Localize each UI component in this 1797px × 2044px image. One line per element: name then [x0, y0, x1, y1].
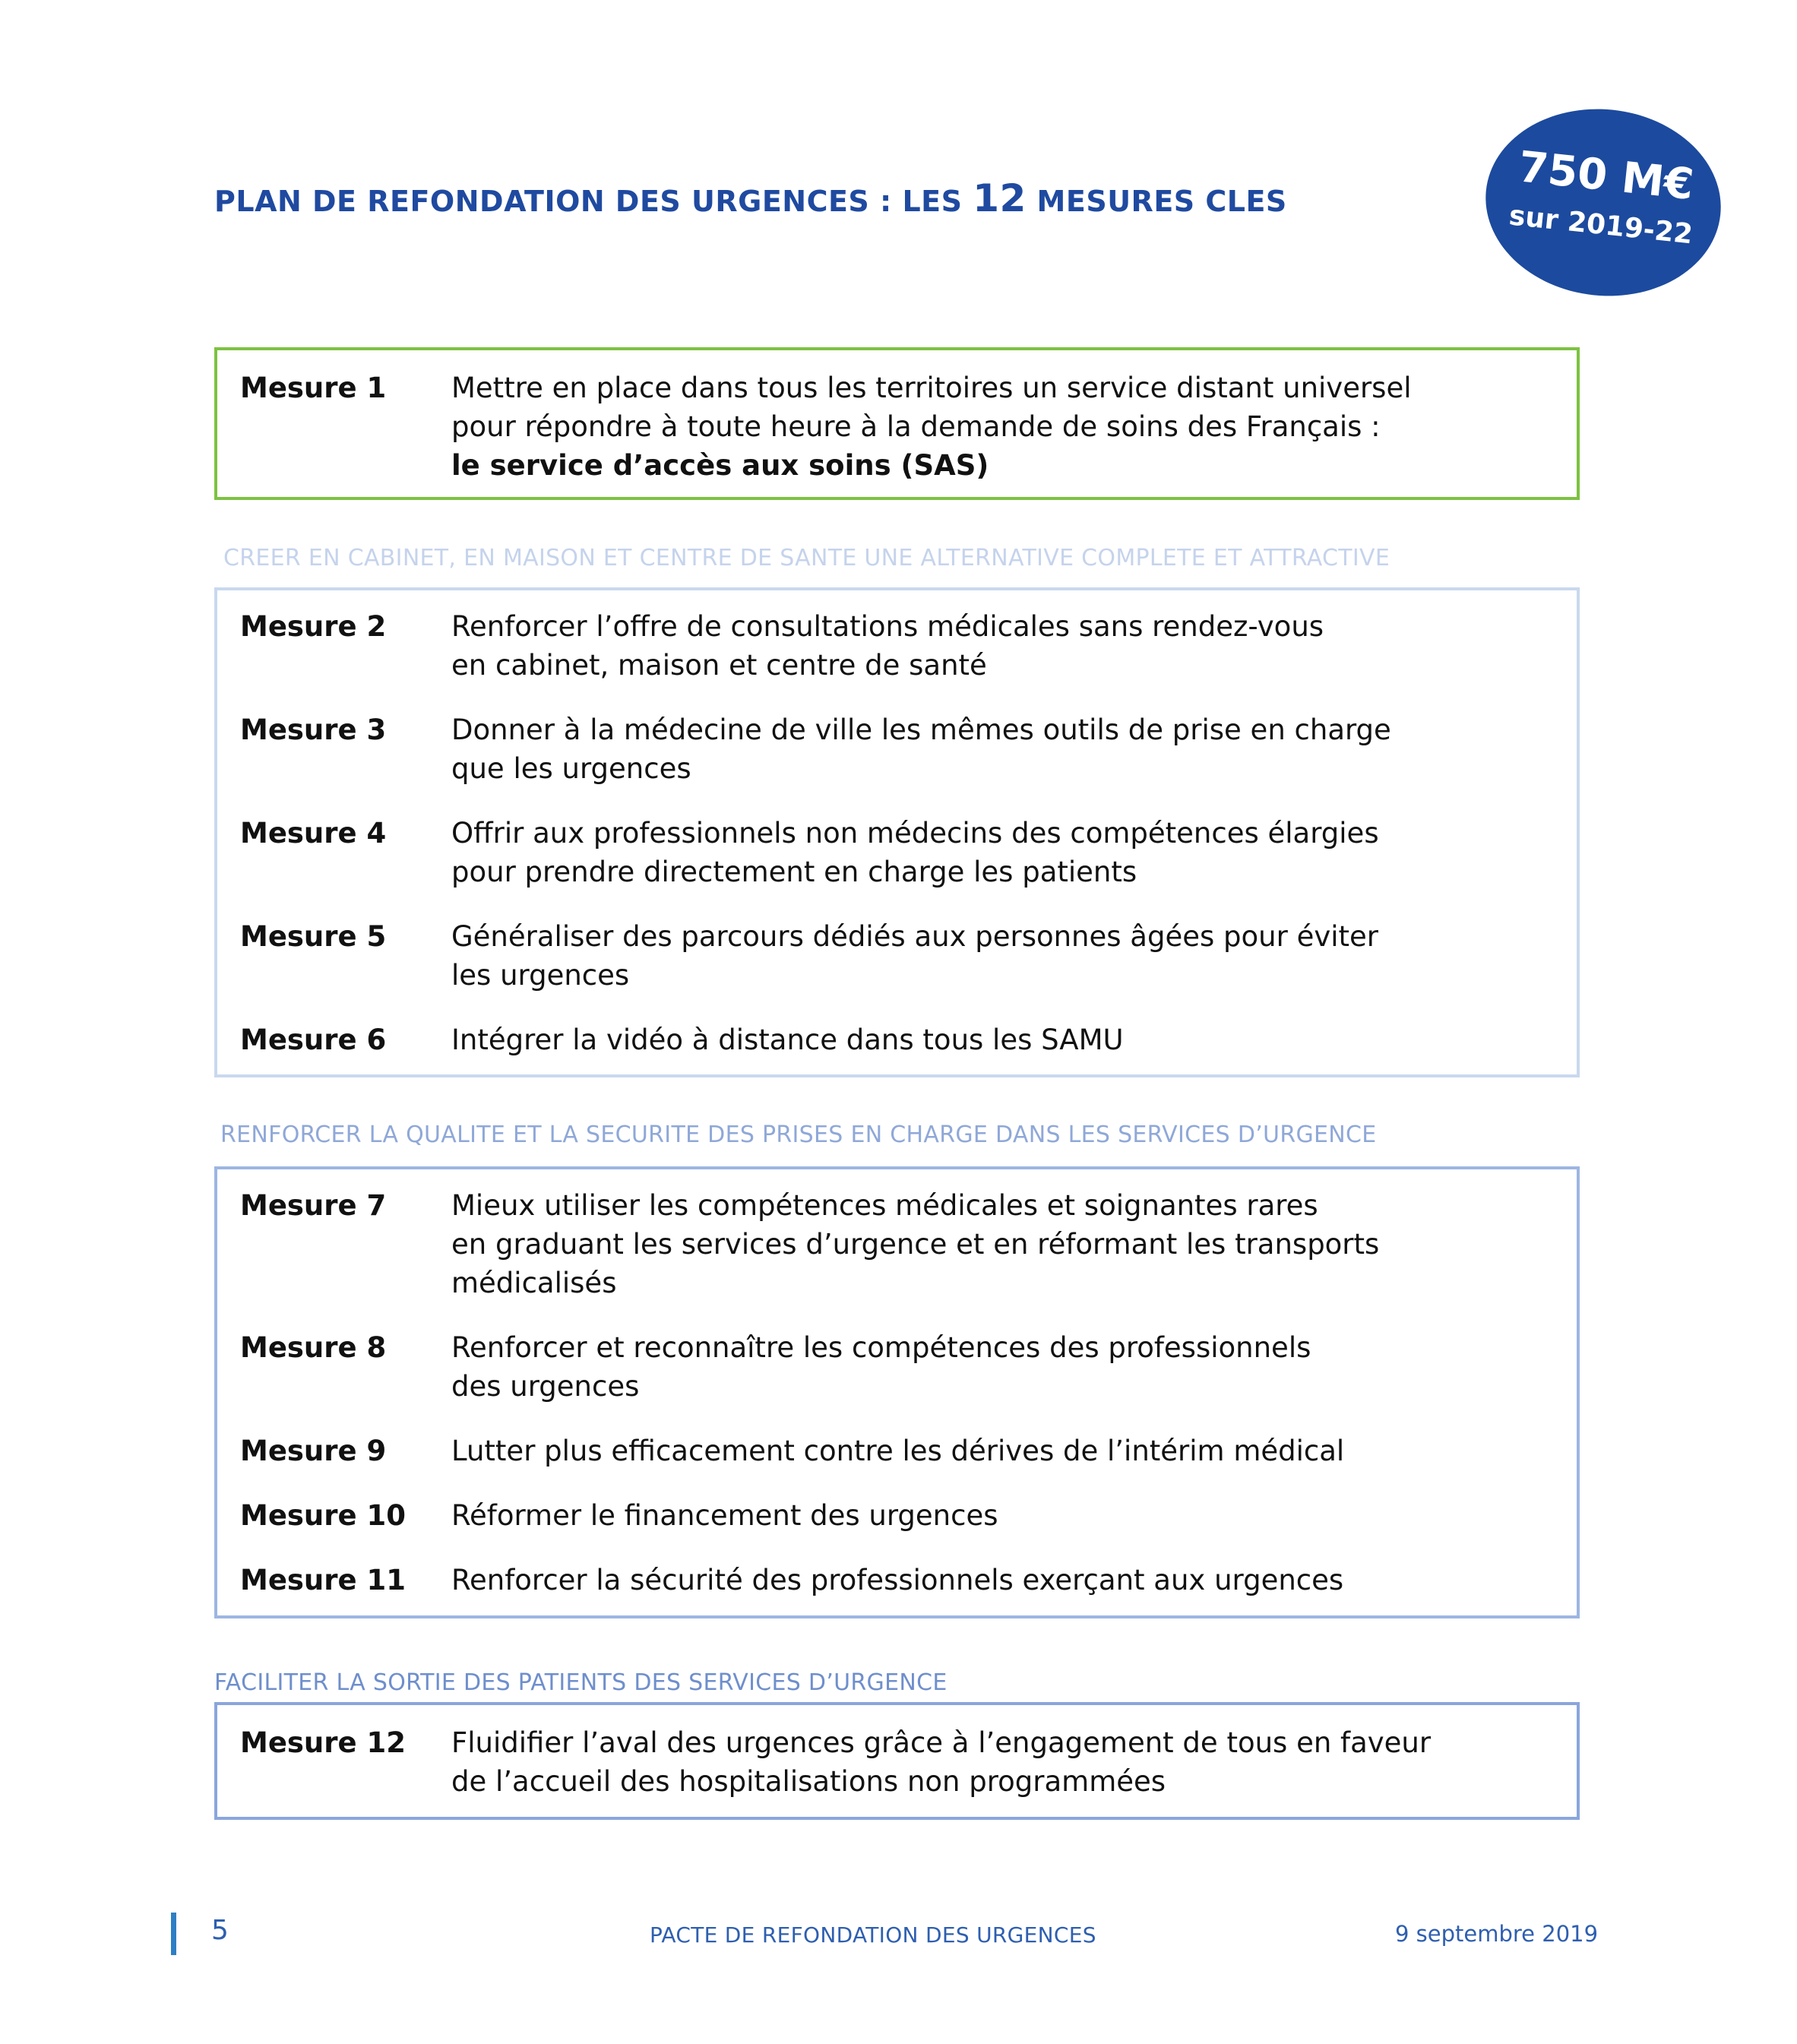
measure-1-box	[214, 347, 1580, 500]
measure-label: Mesure 11	[240, 1564, 406, 1596]
measure-label: Mesure 7	[240, 1189, 387, 1222]
measure-text	[451, 1432, 1554, 1470]
measure-line: en cabinet, maison et centre de santé	[451, 649, 987, 682]
measure-line: Offrir aux professionnels non médecins des compétences élargies	[451, 817, 1379, 850]
measure-text	[451, 1186, 1554, 1302]
measure-line: que les urgences	[451, 752, 691, 785]
section-1-box	[214, 587, 1580, 1077]
measure-label: Mesure 2	[240, 610, 387, 643]
section-2-box	[214, 1166, 1580, 1618]
measure-line: Fluidifier l’aval des urgences grâce à l’engagement de tous en faveur	[451, 1726, 1432, 1759]
measure-label: Mesure 9	[240, 1435, 387, 1467]
measure-label: Mesure 6	[240, 1024, 387, 1056]
measure-label: Mesure 12	[240, 1726, 406, 1759]
measure-text	[451, 710, 1554, 788]
measure-text	[451, 1723, 1554, 1801]
budget-amount: 750 M€	[1516, 142, 1696, 210]
measure-line: pour répondre à toute heure à la demande de soins des Français :	[451, 410, 1381, 443]
measure-text	[451, 1561, 1554, 1599]
measure-line: Renforcer la sécurité des professionnels exerçant aux urgences	[451, 1564, 1344, 1596]
measure-text	[451, 814, 1554, 891]
measure-line: Réformer le financement des urgences	[451, 1499, 998, 1532]
title-prefix: PLAN DE REFONDATION DES URGENCES : LES	[214, 185, 973, 218]
measure-line: de l’accueil des hospitalisations non programmées	[451, 1765, 1166, 1798]
measure-line: Intégrer la vidéo à distance dans tous les SAMU	[451, 1024, 1124, 1056]
measure-label: Mesure 1	[240, 372, 387, 404]
measure-text	[451, 1328, 1554, 1406]
measure-line: les urgences	[451, 959, 630, 992]
measure-text	[451, 369, 1554, 485]
footer-accent-bar	[171, 1913, 176, 1955]
measure-line: médicalisés	[451, 1267, 617, 1299]
measure-text	[451, 1496, 1554, 1535]
measure-label: Mesure 3	[240, 714, 387, 746]
page-number: 5	[211, 1915, 229, 1946]
measure-line: des urgences	[451, 1370, 640, 1403]
budget-period: sur 2019-22	[1508, 200, 1694, 251]
page-title	[214, 176, 1287, 220]
measure-highlight: le service d’accès aux soins (SAS)	[451, 449, 989, 482]
section-heading-alternative: CREER EN CABINET, EN MAISON ET CENTRE DE SANTE UNE ALTERNATIVE COMPLETE ET ATTRACTIVE	[223, 545, 1390, 571]
section-3-box	[214, 1702, 1580, 1820]
measure-text	[451, 1020, 1554, 1059]
budget-badge	[1476, 97, 1730, 307]
title-number: 12	[973, 176, 1027, 220]
measure-line: en graduant les services d’urgence et en réformant les transports	[451, 1228, 1380, 1261]
title-suffix: MESURES CLES	[1026, 185, 1287, 218]
footer-date: 9 septembre 2019	[1395, 1921, 1599, 1947]
measure-label: Mesure 8	[240, 1331, 387, 1364]
measure-line: Mieux utiliser les compétences médicales et soignantes rares	[451, 1189, 1318, 1222]
measure-line: Donner à la médecine de ville les mêmes outils de prise en charge	[451, 714, 1391, 746]
measure-text	[451, 917, 1554, 995]
measure-line: Renforcer l’offre de consultations médicales sans rendez-vous	[451, 610, 1324, 643]
measure-line: Mettre en place dans tous les territoires un service distant universel	[451, 372, 1412, 404]
measure-label: Mesure 5	[240, 920, 387, 953]
section-heading-quality: RENFORCER LA QUALITE ET LA SECURITE DES PRISES EN CHARGE DANS LES SERVICES D’URGENCE	[220, 1122, 1377, 1148]
footer-title: PACTE DE REFONDATION DES URGENCES	[650, 1922, 1096, 1947]
measure-line: Lutter plus efficacement contre les dérives de l’intérim médical	[451, 1435, 1345, 1467]
measure-line: Renforcer et reconnaître les compétences des professionnels	[451, 1331, 1311, 1364]
measure-line: Généraliser des parcours dédiés aux personnes âgées pour éviter	[451, 920, 1379, 953]
measure-text	[451, 607, 1554, 685]
measure-label: Mesure 10	[240, 1499, 406, 1532]
section-heading-exit: FACILITER LA SORTIE DES PATIENTS DES SERVICES D’URGENCE	[214, 1669, 948, 1696]
measure-line: pour prendre directement en charge les patients	[451, 856, 1137, 888]
measure-label: Mesure 4	[240, 817, 387, 850]
